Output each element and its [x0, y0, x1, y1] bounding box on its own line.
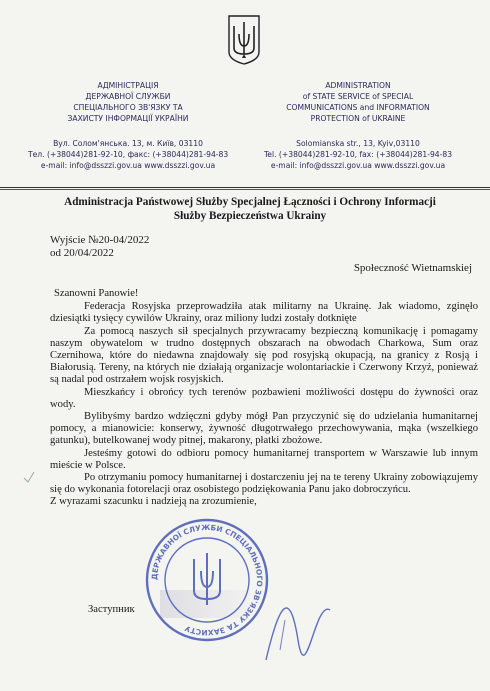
header-left-address: Вул. Солом'янська. 13, м. Київ, 03110	[53, 139, 203, 148]
recipient: Społeczność Wietnamskiej	[353, 262, 472, 274]
header-right-address: Solomianska str., 13, Kyiv,03110	[296, 139, 420, 148]
reference-block	[50, 234, 149, 260]
official-stamp-icon	[142, 515, 272, 645]
header-right-email: e-mail: info@dsszzi.gov.ua www.dsszzi.gov.ua	[270, 161, 446, 170]
paragraph: Federacja Rosyjska przeprowadziła atak militarny na Ukrainę. Jak wiadomo, zginęło dziesiątki tysięcy cywilów Ukrainy, oraz miliony ludzi zostały dotknięte	[50, 301, 478, 325]
closing: Z wyrazami szacunku i nadzieją na zrozumienie,	[50, 496, 257, 508]
paragraph: Za pomocą naszych sił specjalnych przywracamy bezpieczną komunikację i pomagamy naszym obywatelom w trudno dostępnych obszarach na obwodach Charkowa, Sum oraz Czernihowa, które do niedawna znajdowały się pod rosyjską okupacją, na granicy z Rosją i Białorusią. Tereny, na których nie działają organizacje wolontariackie i Czerwony Krzyż, ponieważ są nadal pod ostrzałem wojsk rosyjskich.	[50, 325, 478, 386]
header-left-line: ЗАХИСТУ ІНФОРМАЦІЇ УКРАЇНИ	[67, 114, 189, 123]
header-right-line: of STATE SERVICE of SPECIAL	[302, 92, 414, 101]
signature-icon	[260, 580, 340, 670]
header-left	[28, 80, 228, 171]
paragraph: Mieszkańcy i obrońcy tych terenów pozbawieni możliwości dostępu do żywności oraz wody.	[50, 386, 478, 410]
header-right	[258, 80, 458, 171]
stamp-text: ДЕРЖАВНОЇ СЛУЖБИ СПЕЦІАЛЬНОГО ЗВ'ЯЗКУ ТА ЗАХИСТУ	[149, 522, 265, 638]
document-title	[30, 195, 470, 223]
reference-number: Wyjście №20-04/2022	[50, 234, 150, 246]
paragraph: Jesteśmy gotowi do odbioru pomocy humanitarnej transportem w Warszawie lub innym mieście w Polsce.	[50, 447, 478, 471]
header-left-line: СПЕЦІАЛЬНОГО ЗВ'ЯЗКУ ТА	[73, 103, 183, 112]
salutation: Szanowni Panowie!	[54, 288, 139, 299]
header-divider	[0, 187, 490, 188]
paragraph: Po otrzymaniu pomocy humanitarnej i dostarczeniu jej na te tereny Ukrainy zobowiązujemy się do wykonania fotorelacji oraz osobistego podziękowania Panu jako dobroczyńcu.	[50, 472, 478, 496]
header-left-line: ДЕРЖАВНОЇ СЛУЖБИ	[85, 92, 171, 101]
title-line: Służby Bezpieczeństwa Ukrainy	[173, 210, 327, 222]
header-divider	[0, 189, 490, 190]
header-right-line: PROTECTION of UKRAINE	[310, 114, 406, 123]
letter-body	[50, 288, 478, 509]
title-line: Administracja Państwowej Służby Specjalnej Łączności i Ochrony Informacji	[64, 196, 436, 208]
header-left-phone: Тел. (+38044)281-92-10, факс: (+38044)281-94-83	[28, 150, 229, 159]
header-left-email: e-mail: info@dsszzi.gov.ua www.dsszzi.gov.ua	[40, 161, 216, 170]
header-left-line: АДМІНІСТРАЦІЯ	[97, 81, 159, 90]
header-right-line: COMMUNICATIONS and INFORMATION	[286, 103, 430, 112]
paragraph: Bylibyśmy bardzo wdzięczni gdyby mógł Pan przyczynić się do udzielania humanitarnej pomocy, a mianowicie: konserwy, żywność długotrwałego przechowywania, mąka (wszelkiego gatunku), butelkowanej wody pitnej, makarony, płatki zbożowe.	[50, 411, 478, 447]
margin-mark-icon	[22, 470, 36, 484]
header-right-line: ADMINISTRATION	[325, 81, 391, 90]
reference-date: od 20/04/2022	[50, 247, 114, 259]
trident-crest-icon	[226, 14, 262, 66]
header-right-phone: Tel. (+38044)281-92-10, fax: (+38044)281-94-83	[263, 150, 453, 159]
signature-label: Заступник	[88, 604, 135, 615]
